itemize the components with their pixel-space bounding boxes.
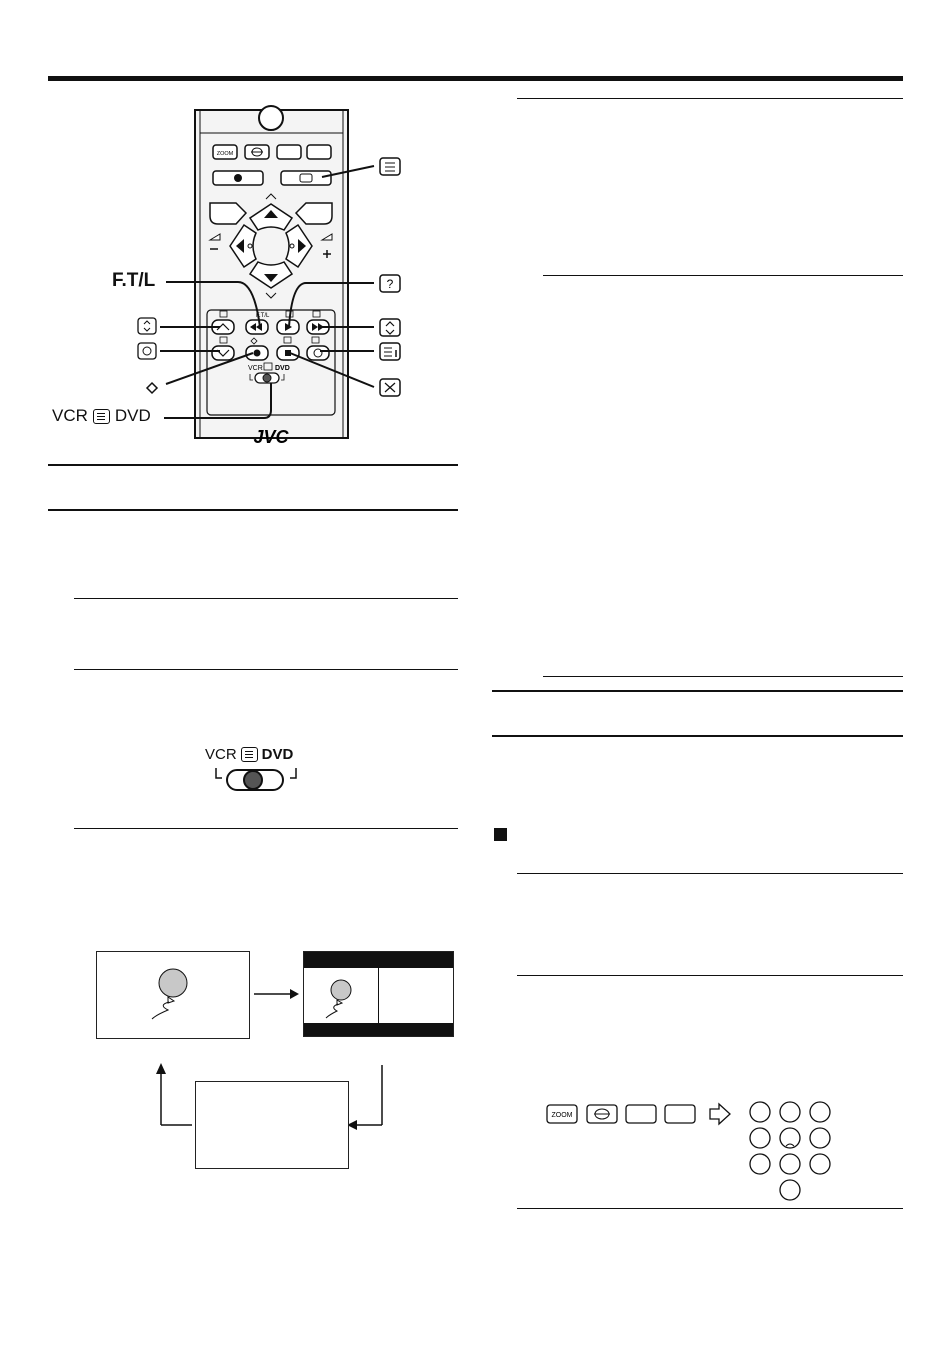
left-section-rule-bottom [48, 509, 458, 511]
svg-text:?: ? [386, 277, 394, 291]
left-section-rule-top [48, 464, 458, 466]
diamond-icon [147, 383, 157, 393]
right-rule-2 [543, 275, 903, 276]
vcr-dvd-switch-diagram [212, 764, 302, 794]
switch-vcr-label: VCR [205, 746, 237, 763]
right-rule-1 [517, 98, 903, 99]
left-step-rule-1 [74, 598, 458, 599]
flow-arrow-right [252, 987, 300, 1001]
left-step-rule-3 [74, 828, 458, 829]
fig-blank-button-1 [626, 1105, 656, 1123]
right-section-rule-top [492, 690, 903, 692]
left-step-rule-2 [74, 669, 458, 670]
timer-button [307, 346, 329, 360]
power-button [259, 106, 283, 130]
zoom-buttons-figure [544, 1100, 844, 1205]
vcr-label: VCR [52, 406, 88, 425]
dvd-small-label: DVD [275, 365, 290, 372]
numpad-key-6 [810, 1128, 830, 1148]
right-step-rule-2 [517, 975, 903, 976]
brand-logo: JVC [253, 427, 289, 445]
remote-control-diagram [40, 100, 420, 445]
numpad-key-3 [810, 1102, 830, 1122]
numpad-key-2 [780, 1102, 800, 1122]
dvd-label: DVD [114, 406, 151, 425]
split-screen-divider [378, 968, 379, 1023]
right-step-rule-3 [517, 1208, 903, 1209]
bottom-screen-box [195, 1081, 349, 1169]
switch-knob [244, 771, 262, 789]
numpad-key-4 [750, 1128, 770, 1148]
numpad-key-9 [810, 1154, 830, 1174]
page-top-rule [48, 76, 903, 81]
ftl-label: F.T/L [112, 270, 156, 291]
fig-zoom-label: ZOOM [551, 1112, 573, 1119]
switch-mode-icon [241, 747, 258, 762]
fig-blank-button-2 [665, 1105, 695, 1123]
numpad-key-0 [780, 1180, 800, 1200]
clock-icon [138, 343, 156, 359]
split-screen-top-band [304, 952, 453, 968]
numpad-key-8 [780, 1154, 800, 1174]
ch-down-button [212, 346, 234, 360]
numpad-key-1 [750, 1102, 770, 1122]
bullet-square [494, 828, 507, 841]
right-step-rule-1 [517, 873, 903, 874]
info-icon [234, 174, 242, 182]
normal-screen-picture [140, 963, 200, 1023]
blank-button-2 [307, 145, 331, 159]
menu-button [281, 171, 331, 185]
vcr-small-label: VCR [248, 365, 263, 372]
numpad-key-7 [750, 1154, 770, 1174]
right-rule-3 [543, 676, 903, 677]
fig-arrow-icon [710, 1104, 730, 1124]
vcr-dvd-label [52, 406, 151, 426]
switch-figure-labels [205, 746, 293, 763]
split-screen-picture [318, 975, 368, 1025]
ftl-small-label: F.T/L [256, 313, 270, 319]
numpad-key-5 [780, 1128, 800, 1148]
zoom-label: ZOOM [216, 151, 234, 157]
right-section-rule-bottom [492, 735, 903, 737]
switch-dvd-label: DVD [261, 746, 294, 763]
mode-icon [93, 409, 110, 424]
blank-button-1 [277, 145, 301, 159]
